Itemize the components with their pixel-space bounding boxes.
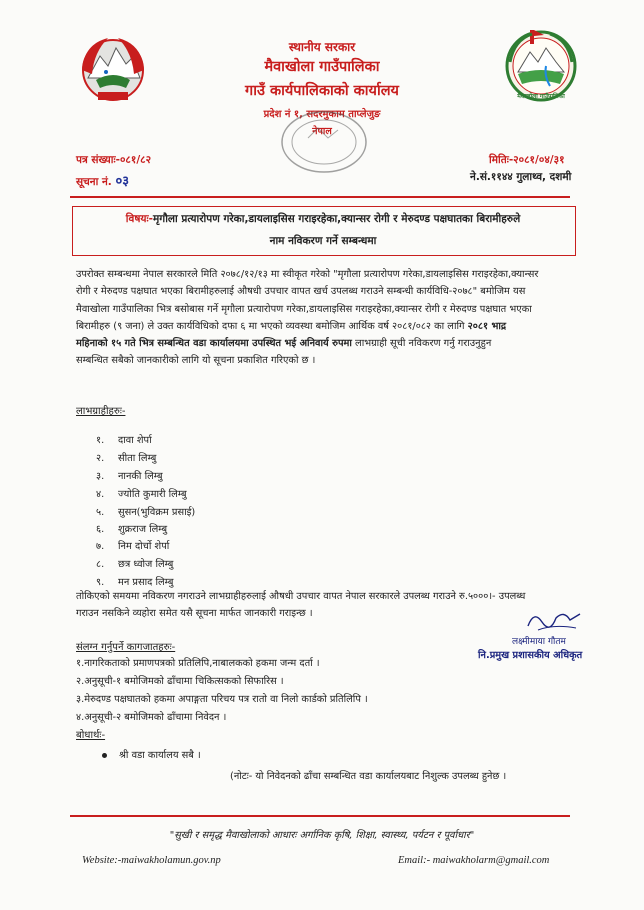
list-item-name: मन प्रसाद लिम्बु [118,577,174,588]
footer-website: Website:-maiwakholamun.gov.np [82,855,221,866]
notice-number-label-text: सूचना नं. [76,176,112,188]
document-item: २.अनुसूची-१ बमोजिमको ढाँचामा चिकित्सकको सिफारिस । [76,676,284,687]
list-item-number: २. [96,453,105,464]
signature-scribble [524,604,584,638]
body-line-4-text: बिरामीहरु (९ जना) ले उक्त कार्यविधिको दफा ६ मा भएको व्यवस्था बमोजिम आर्थिक वर्ष २०८१/०८२ का लागि [76,320,468,332]
beneficiaries-heading: लाभग्राहीहरुः- [76,406,126,417]
body-line-3: मैवाखोला गाउँपालिका भित्र बसोबास गर्ने मृगौला प्रत्यारोपण गरेका,डायलाइसिस गराइरहेका,क्यान्सर रोगी र मेरुदण्ड पक्षघात भएका [76,303,532,315]
list-item-name: छत्र ध्वोज लिम्बु [118,559,174,570]
list-item [96,575,173,588]
list-item-number: ५. [96,507,105,518]
list-item-name: नानकी लिम्बु [118,471,163,482]
list-item-number: ८. [96,559,105,570]
date: मितिः-२०८१/०४/३१ [489,154,565,166]
notice-line-2: गराउन नसकिने व्यहोरा समेत यसै सूचना मार्फत जानकारी गराइन्छ । [76,608,313,620]
document-item: ४.अनुसूची-२ बमोजिमको ढाँचामा निवेदन । [76,712,227,723]
letterhead-country: नेपाल [312,126,332,137]
body-line-5 [76,335,576,352]
body-paragraph [76,266,576,370]
letterhead-address: प्रदेश नं १, सदरमुकाम ताप्लेजुङ [263,109,381,120]
letterhead-office-name: गाउँ कार्यपालिकाको कार्यालय [245,83,399,99]
documents-heading-text: संलग्न गर्नुपर्ने कागजातहरुः- [76,642,176,653]
list-item-number: ३. [96,471,105,482]
list-item-number: १. [96,435,105,446]
subject-line-1 [72,212,574,226]
body-line-6: सम्बन्धित सबैको जानकारीको लागि यो सूचना प्रकाशित गरिएको छ । [76,355,316,367]
footer-email: Email:- maiwakholarm@gmail.com [398,855,550,866]
list-item-name: दावा शेर्पा [118,435,152,446]
subject-line-2: नाम नविकरण गर्ने सम्बन्धमा [269,235,377,247]
list-item-number: ४. [96,489,105,500]
letter-number: पत्र संख्याः-०८१/८२ [76,154,152,166]
document-item: ३.मेरुदण्ड पक्षघातको हकमा अपाङ्गता परिचय पत्र रातो वा निलो कार्डको प्रतिलिपि । [76,694,368,705]
notice-number-label [76,171,129,189]
body-line-1: उपरोक्त सम्बन्धमा नेपाल सरकारले मिति २०७८/१२/१३ मा स्वीकृत गरेको "मृगौला प्रत्यारोपण गरेका,डायलाइसिस गराइरहेका,क्यान्सर [76,269,539,280]
subject-label: विषयः- [125,213,153,225]
signatory-title: नि.प्रमुख प्रशासकीय अधिकृत [478,650,583,661]
footer-divider [70,815,570,817]
document-item: १.नागरिकताको प्रमाणपत्रको प्रतिलिपि,नाबालकको हकमा जन्म दर्ता । [76,658,320,669]
list-item [96,469,163,482]
bullet-icon [102,753,107,758]
body-bold-month: २०८१ भाद्र [467,320,507,332]
body-line-5-rest: लाभग्राही सूची नविकरण गर्नु गराउनुहुन [351,338,492,350]
list-item-name: शुक्रराज लिम्बु [118,524,168,535]
header-divider [70,196,570,198]
list-item-number: ६. [96,524,105,535]
list-item [96,557,173,570]
office-stamp [278,108,370,178]
body-line-2: रोगी र मेरुदण्ड पक्षघात भएका बिरामीहरुलाई औषधी उपचार वापत खर्च उपलब्ध गराउने सम्बन्धी कार्यविधि-२०७८" बमोजिम यस [76,286,526,298]
letterhead-municipality-name: मैवाखोला गाउँपालिका [264,59,380,75]
bodhartha-item [102,748,201,761]
list-item-name: सुसन(भुविक्रम प्रसाई) [118,507,196,518]
notice-number-value: ०३ [115,174,129,189]
body-bold-deadline: महिनाको १५ गते भित्र सम्बन्धित वडा कार्यालयमा उपस्थित भई अनिवार्य रुपमा [76,338,352,350]
list-item-number: ७. [96,541,105,552]
form-availability-note: (नोटः- यो निवेदनको ढाँचा सम्बन्धित वडा कार्यालयबाट निशुल्क उपलब्ध हुनेछ । [230,771,507,782]
list-item-number: ९. [96,577,105,588]
list-item [96,451,156,464]
list-item [96,539,169,552]
list-item-name: ज्योति कुमारी लिम्बु [118,489,187,500]
bodhartha-heading: बोधार्थः- [76,730,106,741]
signatory-name: लक्ष्मीमाया गौतम [512,637,566,647]
letterhead-local-government: स्थानीय सरकार [288,40,356,54]
bodhartha-item-text: श्री वडा कार्यालय सबै । [119,750,201,761]
notice-line-1: तोकिएको समयमा नविकरण नगराउने लाभग्राहीहरुलाई औषधी उपचार वापत नेपाल सरकारले उपलब्ध गराउने रु.५०००।- उपलब्ध [76,591,526,602]
right-logo-caption: मैवाखोला गाउँपालिका [517,93,565,100]
list-item [96,487,187,500]
subject-text-1: मृगौला प्रत्यारोपण गरेका,डायलाइसिस गराइरहेका,क्यान्सर रोगी र मेरुदण्ड पक्षघातका बिरामीहरुले [153,213,521,225]
list-item [96,505,195,518]
list-item-name: सीता लिम्बु [118,453,157,464]
notice-paragraph [76,588,576,623]
documents-heading [76,639,175,653]
nepal-sambat-date: ने.सं.११४४ गुलाथ्व, दशमी [470,171,572,183]
body-line-4 [76,318,576,335]
list-item-name: निम दोर्चो शेर्पा [118,541,170,552]
list-item [96,522,167,535]
list-item [96,433,152,446]
footer-slogan: "सुखी र समृद्ध मैवाखोलाको आधारः अर्गानिक कृषि, शिक्षा, स्वास्थ्य, पर्यटन र पूर्वाधार" [169,830,475,841]
